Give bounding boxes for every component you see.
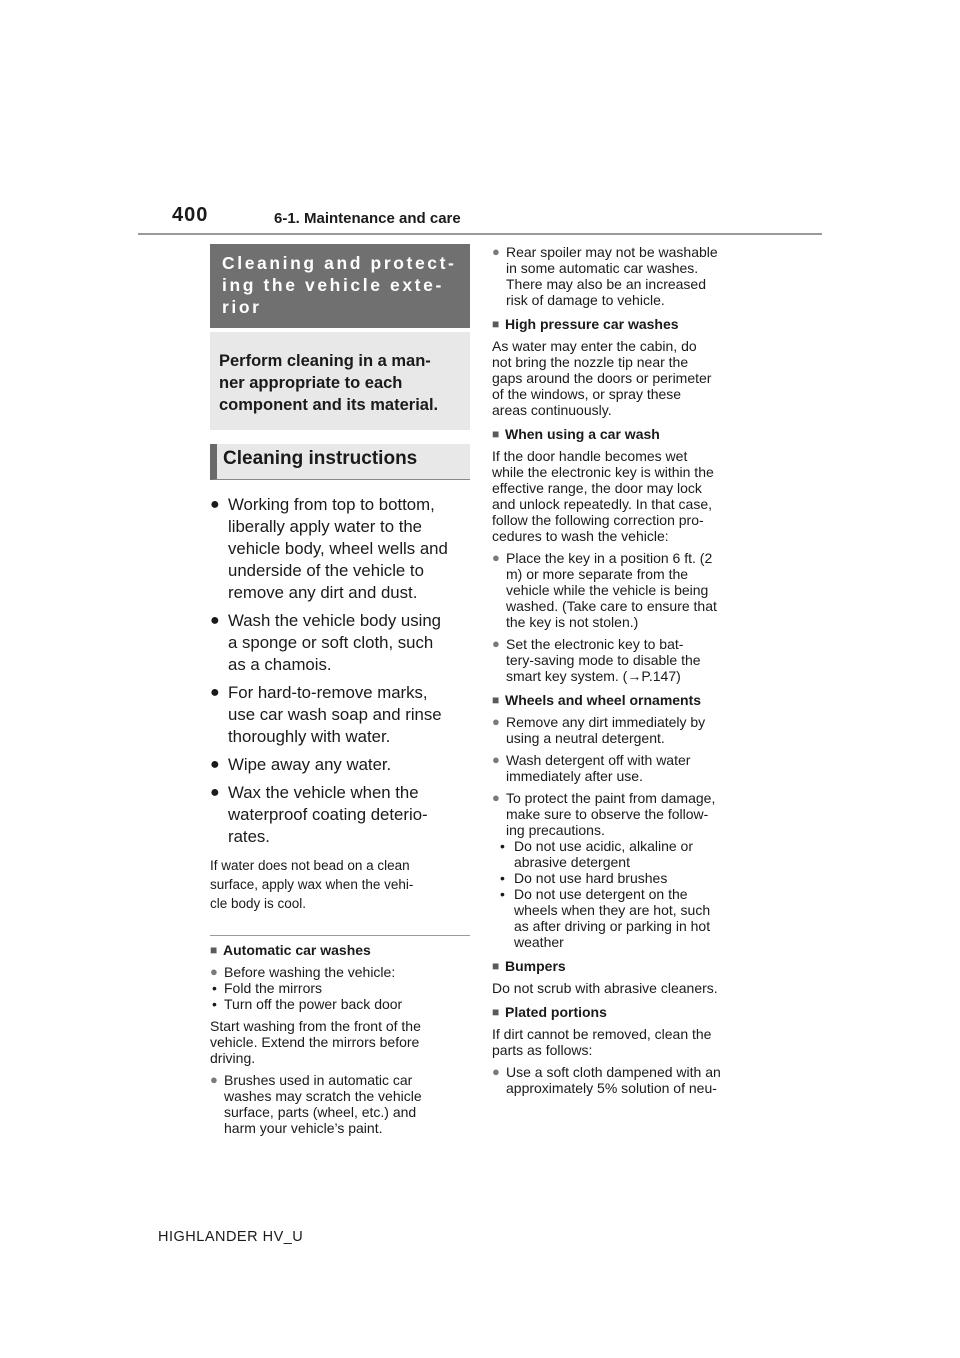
title-line: Cleaning and protect- bbox=[222, 253, 457, 273]
automatic-car-washes-heading: ■ Automatic car washes bbox=[210, 942, 371, 958]
list-item: • Do not use hard brushes bbox=[500, 870, 668, 886]
left-column bbox=[210, 244, 470, 1136]
bullet-dot-icon: ● bbox=[210, 612, 220, 629]
circle-bullet-icon: ● bbox=[492, 714, 500, 729]
list-item: ● Wash detergent off with water immediately after use. bbox=[492, 752, 691, 784]
circle-bullet-icon: ● bbox=[210, 1072, 218, 1087]
list-item: ● Wipe away any water. bbox=[210, 755, 392, 774]
paragraph: Do not scrub with abrasive cleaners. bbox=[492, 980, 718, 996]
bullet-dot-icon: ● bbox=[210, 756, 220, 773]
list-item: ● Use a soft cloth dampened with an approximately 5% solution of neu- bbox=[492, 1064, 721, 1096]
list-item: ● For hard-to-remove marks, use car wash soap and rinse thoroughly with water. bbox=[210, 683, 442, 746]
intro-box bbox=[210, 328, 470, 430]
paragraph: If the door handle becomes wet while the electronic key is within the effective range, the door may lock and unlock repeatedly. In that case, follow the following correction pro- cedures to wash the vehicle: bbox=[492, 448, 714, 544]
list-item: ● Brushes used in automatic car washes may scratch the vehicle surface, parts (wheel, etc.) and harm your vehicle’s paint. bbox=[210, 1072, 422, 1136]
list-item: ● Rear spoiler may not be washable in some automatic car washes. There may also be an increased risk of damage to vehicle. bbox=[492, 244, 718, 308]
bullet-dot-icon: ● bbox=[210, 496, 220, 513]
section-title: 6-1. Maintenance and care bbox=[274, 210, 461, 227]
bumpers-heading: ■ Bumpers bbox=[492, 958, 566, 974]
square-bullet-icon: ■ bbox=[492, 693, 500, 707]
list-item: ● Remove any dirt immediately by using a neutral detergent. bbox=[492, 714, 706, 746]
divider bbox=[210, 935, 470, 936]
circle-bullet-icon: ● bbox=[492, 550, 500, 565]
wax-note: If water does not bead on a clean surface, apply wax when the vehi- cle body is cool. bbox=[210, 858, 414, 911]
wheels-heading: ■ Wheels and wheel ornaments bbox=[492, 692, 702, 708]
plated-portions-heading: ■ Plated portions bbox=[492, 1004, 607, 1020]
list-item: ● Before washing the vehicle: bbox=[210, 964, 396, 980]
title-line: rior bbox=[222, 297, 262, 317]
square-bullet-icon: ■ bbox=[492, 427, 500, 441]
page-header bbox=[172, 200, 822, 236]
square-bullet-icon: ■ bbox=[492, 959, 500, 973]
paragraph: If dirt cannot be removed, clean the parts as follows: bbox=[492, 1026, 712, 1058]
bullet-dot-icon: ● bbox=[210, 784, 220, 801]
list-item: • Turn off the power back door bbox=[212, 996, 403, 1012]
list-item: ● To protect the paint from damage, make sure to observe the follow- ing precautions. bbox=[492, 790, 716, 838]
square-bullet-icon: ■ bbox=[492, 1005, 500, 1019]
intro-line: ner appropriate to each bbox=[219, 374, 403, 392]
list-item: ● Wash the vehicle body using a sponge or soft cloth, such as a chamois. bbox=[210, 611, 441, 674]
circle-bullet-icon: ● bbox=[210, 964, 218, 979]
list-item: ● Working from top to bottom, liberally apply water to the vehicle body, wheel wells and underside of the vehicle to remove any dirt and dust. bbox=[210, 495, 448, 602]
topic-title bbox=[210, 244, 470, 328]
list-item: ● Place the key in a position 6 ft. (2 m) or more separate from the vehicle while the vehicle is being washed. (Take care to ensure that the key is not stolen.) bbox=[492, 550, 717, 630]
circle-bullet-icon: ● bbox=[492, 1064, 500, 1079]
circle-bullet-icon: ● bbox=[492, 244, 500, 259]
right-column bbox=[492, 244, 754, 1096]
list-item: • Do not use detergent on the wheels when they are hot, such as after driving or parking in hot weather bbox=[500, 886, 711, 950]
circle-bullet-icon: ● bbox=[492, 636, 500, 651]
list-item: ● Wax the vehicle when the waterproof coating deterio- rates. bbox=[210, 783, 428, 846]
list-item: • Do not use acidic, alkaline or abrasive detergent bbox=[500, 838, 693, 870]
intro-line: Perform cleaning in a man- bbox=[219, 352, 431, 370]
header-rule bbox=[138, 233, 822, 235]
list-item: • Fold the mirrors bbox=[212, 980, 323, 996]
paragraph: Start washing from the front of the vehicle. Extend the mirrors before driving. bbox=[210, 1018, 421, 1066]
footer-model: HIGHLANDER HV_U bbox=[158, 1229, 304, 1245]
square-bullet-icon: ■ bbox=[492, 317, 500, 331]
circle-bullet-icon: ● bbox=[492, 752, 500, 767]
square-bullet-icon: ■ bbox=[210, 943, 218, 957]
paragraph: As water may enter the cabin, do not bring the nozzle tip near the gaps around the doors or perimeter of the windows, or spray these areas continuously. bbox=[492, 338, 712, 418]
bullet-dot-icon: ● bbox=[210, 684, 220, 701]
cleaning-instructions-header: Cleaning instructions bbox=[210, 444, 470, 480]
cleaning-steps bbox=[210, 494, 470, 848]
page-number: 400 bbox=[172, 204, 209, 226]
intro-line: component and its material. bbox=[219, 396, 439, 414]
list-item: ● Set the electronic key to bat- tery-saving mode to disable the smart key system. (→P.147) bbox=[492, 636, 701, 684]
circle-bullet-icon: ● bbox=[492, 790, 500, 805]
title-line: ing the vehicle exte- bbox=[222, 275, 444, 295]
car-wash-heading: ■ When using a car wash bbox=[492, 426, 660, 442]
high-pressure-heading: ■ High pressure car washes bbox=[492, 316, 679, 332]
